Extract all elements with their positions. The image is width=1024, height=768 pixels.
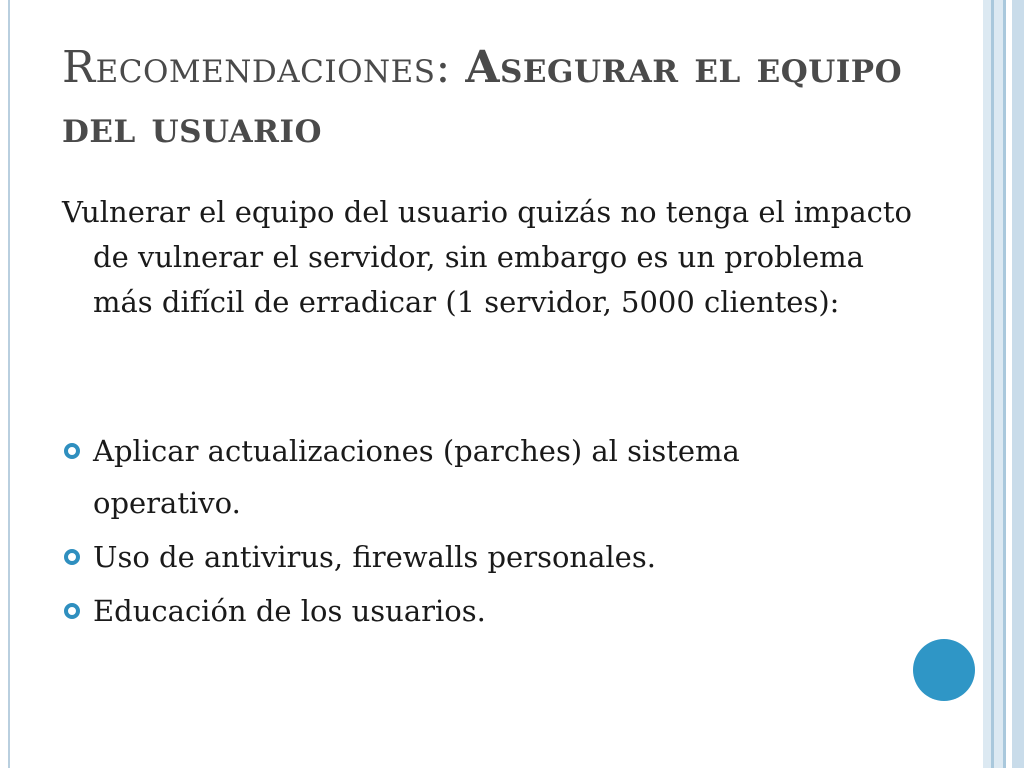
slide-title-bold: Asegurar el equipo del usuario	[62, 42, 903, 153]
slide-title	[62, 38, 962, 158]
ring-bullet-icon	[64, 603, 80, 619]
list-item-text: Uso de antivirus, firewalls personales.	[93, 540, 656, 574]
bullet-list	[62, 425, 892, 639]
ring-bullet-icon	[64, 443, 80, 459]
left-border-line	[8, 0, 10, 768]
ring-bullet-icon	[64, 549, 80, 565]
slide-title-prefix: Recomendaciones:	[62, 42, 466, 93]
list-item	[62, 585, 892, 637]
list-item-text: Aplicar actualizaciones (parches) al sistema operativo.	[93, 434, 740, 520]
right-decorative-stripes	[977, 0, 1024, 768]
decorative-circle	[913, 639, 975, 701]
list-item-text: Educación de los usuarios.	[93, 594, 486, 628]
list-item	[62, 425, 892, 529]
intro-paragraph: Vulnerar el equipo del usuario quizás no tenga el impacto de vulnerar el servidor, sin embargo es un problema más difícil de erradicar (1 servidor, 5000 clientes):	[62, 195, 912, 319]
list-item	[62, 531, 892, 583]
